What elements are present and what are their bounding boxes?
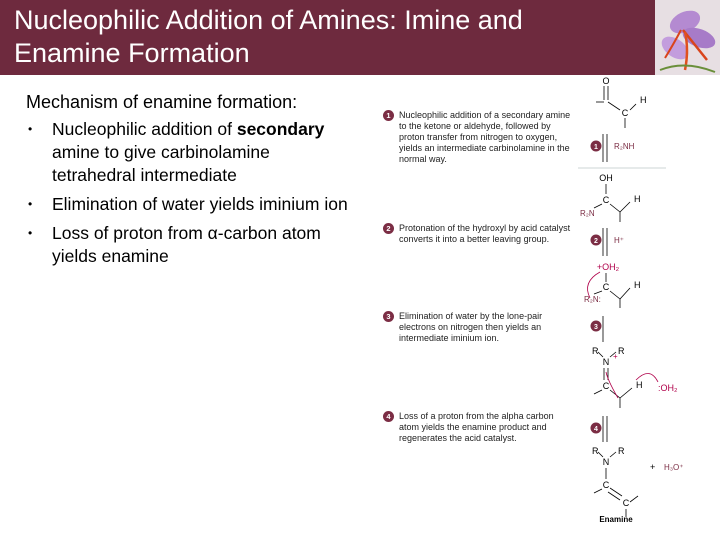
atom-label: C: [602, 282, 610, 292]
atom-label: H: [634, 194, 641, 204]
step-text: Protonation of the hydroxyl by acid catalyst converts it into a better leaving group.: [399, 223, 571, 244]
title-line-2: Enamine Formation: [14, 38, 250, 68]
atom-label: R: [592, 446, 599, 456]
atom-label: O: [602, 76, 610, 86]
atom-label: R: [618, 346, 625, 356]
atom-label: C: [602, 381, 610, 391]
step-badge: 1: [594, 144, 598, 151]
step-number-badge: 3: [383, 311, 394, 322]
atom-label: N: [602, 457, 610, 467]
step-1-description: [383, 110, 573, 165]
bullet-list: [28, 118, 398, 274]
bullet-text: Nucleophilic addition of: [52, 119, 237, 139]
atom-label: R: [618, 446, 625, 456]
atom-label: +OH₂: [596, 262, 620, 272]
step-text: Nucleophilic addition of a secondary amine to the ketone or aldehyde, followed by proton transfer from nitrogen to oxygen, yields an intermediate carbinolamine in the normal way.: [399, 110, 571, 164]
step-number-badge: 1: [383, 110, 394, 121]
bullet-text: amine to give carbinolamine: [52, 142, 270, 162]
ketone-structure: [596, 76, 647, 128]
atom-label: H: [636, 380, 643, 390]
bullet-text: -carbon atom: [217, 223, 321, 243]
step-badge: 3: [594, 324, 598, 331]
step-badge: 2: [594, 238, 598, 245]
step-4-description: [383, 411, 573, 444]
bullet-bold-text: secondary: [236, 119, 325, 139]
bullet-item-deprotonation: [28, 222, 398, 268]
bullet-item-addition: [28, 118, 398, 187]
step-number-badge: 4: [383, 411, 394, 422]
slide-title: [14, 4, 654, 70]
bullet-item-elimination: [28, 193, 398, 216]
bullet-text: Elimination of water yields iminium ion: [52, 194, 348, 214]
reagent-label: H₃O⁺: [664, 463, 684, 472]
saffron-flower-icon: [655, 0, 720, 75]
product-label: Enamine: [599, 515, 633, 524]
step-number-badge: 2: [383, 223, 394, 234]
atom-label: C: [621, 108, 629, 118]
atom-label: R: [592, 346, 599, 356]
enamine-structure: [592, 446, 683, 524]
bullet-marker: •: [28, 122, 33, 136]
reagent-label: R₂N:: [584, 295, 601, 304]
atom-label: OH: [599, 173, 613, 183]
carbinolamine-structure: [580, 173, 641, 222]
protonated-intermediate: [584, 262, 641, 308]
mechanism-heading: Mechanism of enamine formation:: [26, 92, 298, 112]
alpha-symbol: α: [207, 223, 218, 243]
atom-label: C: [602, 195, 610, 205]
step-3-description: [383, 311, 573, 344]
bullet-text: Loss of proton from: [52, 223, 208, 243]
step-text: Loss of a proton from the alpha carbon atom yields the enamine product and regenerates the acid catalyst.: [399, 411, 554, 443]
bullet-marker: •: [28, 197, 33, 211]
title-bar: [0, 0, 720, 75]
iminium-structure: [592, 346, 678, 408]
title-line-1: Nucleophilic Addition of Amines: Imine and: [14, 5, 523, 35]
reagent-label: R₂NH: [614, 142, 635, 151]
enamine-mechanism-scheme: [578, 76, 718, 540]
atom-label: H: [640, 95, 647, 105]
atom-label: C: [622, 498, 630, 508]
plus-sign: +: [650, 462, 656, 472]
charge-label: +: [613, 352, 618, 361]
atom-label: H: [634, 280, 641, 290]
atom-label: N: [602, 357, 610, 367]
atom-label: C: [602, 480, 610, 490]
step-2-description: [383, 223, 573, 245]
water-label: :OH₂: [658, 383, 678, 393]
reagent-label: R₂N: [580, 209, 595, 218]
step-text: Elimination of water by the lone-pair electrons on nitrogen then yields an intermediate iminium ion.: [399, 311, 543, 343]
bullet-marker: •: [28, 226, 33, 240]
reagent-label: H⁺: [614, 236, 624, 245]
bullet-text: tetrahedral intermediate: [52, 165, 237, 185]
step-badge: 4: [594, 426, 598, 433]
bullet-text: yields enamine: [52, 246, 169, 266]
